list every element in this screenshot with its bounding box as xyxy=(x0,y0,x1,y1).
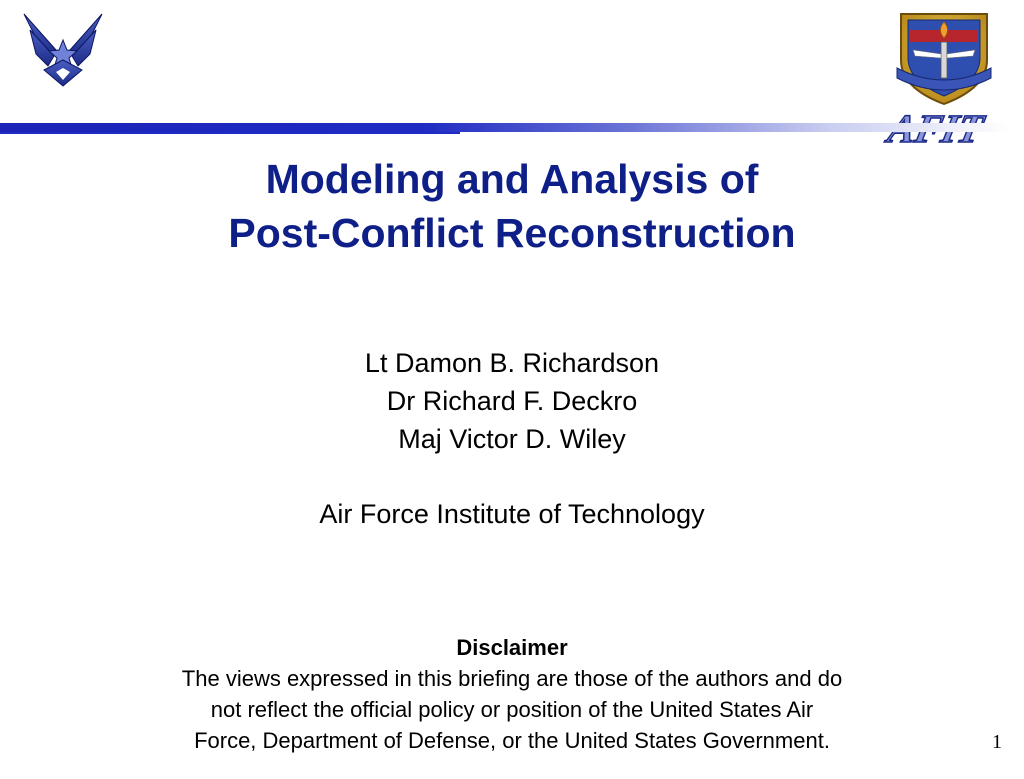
header-bar-accent xyxy=(0,132,460,134)
header-bar xyxy=(0,123,1010,132)
author-3: Maj Victor D. Wiley xyxy=(398,424,626,454)
aetc-crest-icon xyxy=(893,8,995,108)
institute-name: Air Force Institute of Technology xyxy=(319,499,705,529)
air-force-symbol-icon xyxy=(22,10,104,88)
disclaimer-heading: Disclaimer xyxy=(456,635,568,660)
author-list xyxy=(212,344,812,458)
disclaimer-line-3: Force, Department of Defense, or the United States Government. xyxy=(194,728,830,753)
page-number: 1 xyxy=(992,731,1002,753)
author-1: Lt Damon B. Richardson xyxy=(364,348,660,378)
disclaimer-block xyxy=(100,632,924,756)
author-2: Dr Richard F. Deckro xyxy=(386,386,638,416)
title-line-2: Post-Conflict Reconstruction xyxy=(228,210,796,256)
slide-title xyxy=(112,152,912,260)
disclaimer-line-2: not reflect the official policy or position of the United States Air xyxy=(210,697,814,722)
title-line-1: Modeling and Analysis of xyxy=(265,156,759,202)
disclaimer-line-1: The views expressed in this briefing are those of the authors and do xyxy=(181,666,843,691)
